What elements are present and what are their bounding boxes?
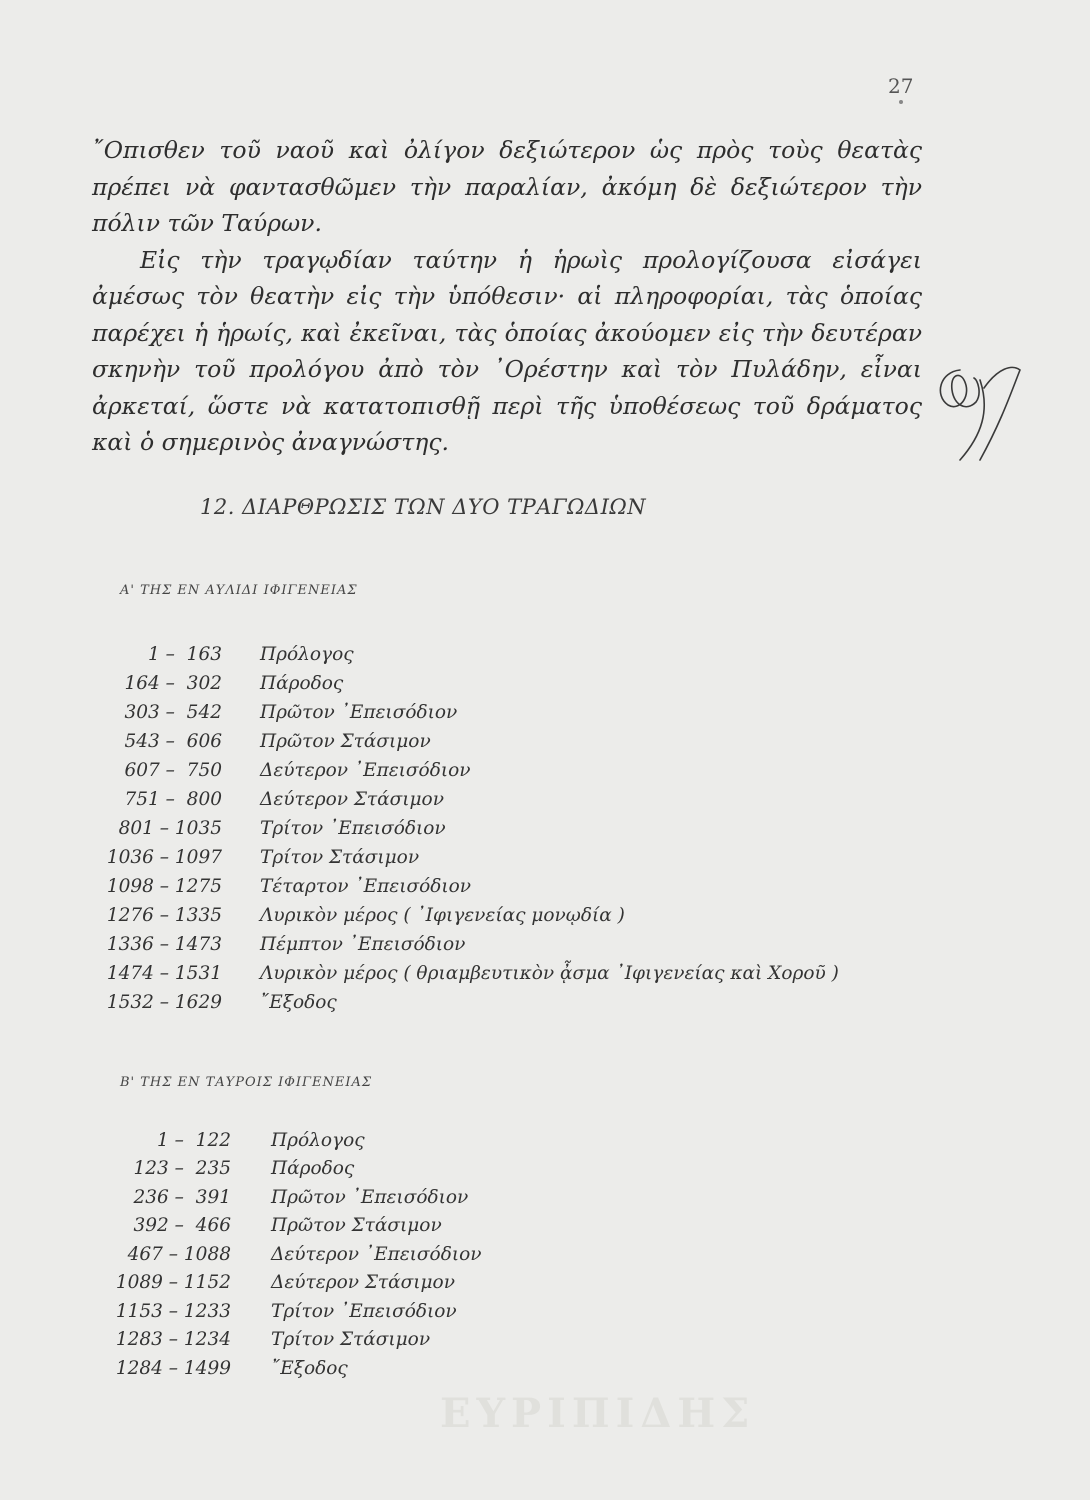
part-a-table: [90, 640, 839, 1017]
verse-range: 123 – 235: [133, 1158, 231, 1180]
table-row: [90, 872, 839, 901]
section-name: Πάροδος: [260, 673, 344, 694]
verse-range: 1336 – 1473: [106, 934, 222, 955]
verse-range: 1153 – 1233: [115, 1300, 231, 1322]
verse-range: 1276 – 1335: [106, 905, 222, 926]
verse-range: 1036 – 1097: [106, 847, 222, 868]
page-number-mark: [899, 100, 903, 104]
verse-range: 751 – 800: [124, 789, 222, 810]
verse-range: 1 – 122: [157, 1129, 231, 1151]
section-name: Λυρικὸν μέρος ( θριαμβευτικὸν ᾆσμα ᾿Ιφιγενείας καὶ Χοροῦ ): [260, 963, 839, 984]
table-row: [90, 1240, 481, 1269]
section-name: Τέταρτον ᾿Επεισόδιον: [260, 876, 472, 897]
part-b-table: [90, 1126, 481, 1383]
table-row: [90, 930, 839, 959]
verse-range: 392 – 466: [133, 1215, 231, 1237]
table-row: [90, 1269, 481, 1298]
section-name: Δεύτερον ᾿Επεισόδιον: [271, 1243, 482, 1265]
section-name: Δεύτερον ᾿Επεισόδιον: [260, 760, 471, 781]
section-name: Δεύτερον Στάσιμον: [260, 789, 444, 810]
table-row: [90, 959, 839, 988]
section-name: Πρόλογος: [260, 644, 354, 665]
verse-range: 607 – 750: [124, 760, 222, 781]
table-row: [90, 669, 839, 698]
section-name: ῎Εξοδος: [271, 1357, 348, 1379]
table-row: [90, 843, 839, 872]
section-name: Τρίτον Στάσιμον: [260, 847, 420, 868]
section-name: Τρίτον Στάσιμον: [271, 1329, 431, 1351]
part-b-title: Β' ΤΗΣ ΕΝ ΤΑΥΡΟΙΣ ΙΦΙΓΕΝΕΙΑΣ: [120, 1075, 373, 1090]
section-name: Τρίτον ᾿Επεισόδιον: [271, 1300, 457, 1322]
table-row: [90, 901, 839, 930]
handwritten-signature: [920, 350, 1030, 470]
watermark: ΕΥΡΙΠΙΔΗΣ: [440, 1390, 756, 1437]
verse-range: 303 – 542: [124, 702, 222, 723]
table-row: [90, 1183, 481, 1212]
section-name: Πρῶτον Στάσιμον: [260, 731, 431, 752]
paragraph-1: ῎Οπισθεν τοῦ ναοῦ καὶ ὀλίγον δεξιώτερον ὡς πρὸς τοὺς θεατὰς πρέπει νὰ φαντασθῶμεν τὴν παραλίαν, ἀκόμη δὲ δεξιώτερον τὴν πόλιν τῶν Ταύρων.: [92, 136, 922, 237]
section-name: Πρῶτον ᾿Επεισόδιον: [271, 1186, 469, 1208]
section-name: Πρῶτον Στάσιμον: [271, 1215, 442, 1237]
verse-range: 1089 – 1152: [115, 1272, 231, 1294]
paragraph-2: Εἰς τὴν τραγῳδίαν ταύτην ἡ ἡρωὶς προλογίζουσα εἰσάγει ἀμέσως τὸν θεατὴν εἰς τὴν ὑπόθεσιν· αἱ πληροφορίαι, τὰς ὁποίας παρέχει ἡ ἡρωίς, καὶ ἐκεῖναι, τὰς ὁποίας ἀκούομεν εἰς τὴν δευτέραν σκηνὴν τοῦ προλόγου ἀπὸ τὸν ᾿Ορέστην καὶ τὸν Πυλάδην, εἶναι ἀρκεταί, ὥστε νὰ κατατοπισθῇ περὶ τῆς ὑποθέσεως τοῦ δράματος καὶ ὁ σημερινὸς ἀναγνώστης.: [92, 245, 922, 456]
table-row: [90, 727, 839, 756]
verse-range: 236 – 391: [133, 1186, 231, 1208]
table-row: [90, 1326, 481, 1355]
table-row: [90, 1354, 481, 1383]
section-name: Πρῶτον ᾿Επεισόδιον: [260, 702, 458, 723]
body-text: [92, 132, 922, 461]
table-row: [90, 1212, 481, 1241]
section-name: Πρόλογος: [271, 1129, 365, 1151]
section-name: Πέμπτον ᾿Επεισόδιον: [260, 934, 466, 955]
verse-range: 164 – 302: [124, 673, 222, 694]
verse-range: 801 – 1035: [118, 818, 222, 839]
table-row: [90, 756, 839, 785]
verse-range: 1474 – 1531: [106, 963, 222, 984]
table-row: [90, 785, 839, 814]
verse-range: 467 – 1088: [127, 1243, 231, 1265]
verse-range: 1098 – 1275: [106, 876, 222, 897]
section-name: Δεύτερον Στάσιμον: [271, 1272, 455, 1294]
verse-range: 1 – 163: [148, 644, 222, 665]
section-name: Τρίτον ᾿Επεισόδιον: [260, 818, 446, 839]
table-row: [90, 640, 839, 669]
table-row: [90, 988, 839, 1017]
verse-range: 543 – 606: [124, 731, 222, 752]
table-row: [90, 698, 839, 727]
verse-range: 1283 – 1234: [115, 1329, 231, 1351]
section-name: ῎Εξοδος: [260, 992, 337, 1013]
table-row: [90, 1297, 481, 1326]
section-name: Λυρικὸν μέρος ( ᾿Ιφιγενείας μονῳδία ): [260, 905, 625, 926]
table-row: [90, 1155, 481, 1184]
verse-range: 1284 – 1499: [115, 1357, 231, 1379]
section-heading: 12. ΔΙΑΡΘΡΩΣΙΣ ΤΩΝ ΔΥΟ ΤΡΑΓΩΔΙΩΝ: [200, 495, 647, 519]
part-a-title: Α' ΤΗΣ ΕΝ ΑΥΛΙΔΙ ΙΦΙΓΕΝΕΙΑΣ: [120, 583, 358, 598]
page-number: 27: [888, 74, 914, 98]
section-name: Πάροδος: [271, 1158, 355, 1180]
table-row: [90, 814, 839, 843]
verse-range: 1532 – 1629: [106, 992, 222, 1013]
table-row: [90, 1126, 481, 1155]
